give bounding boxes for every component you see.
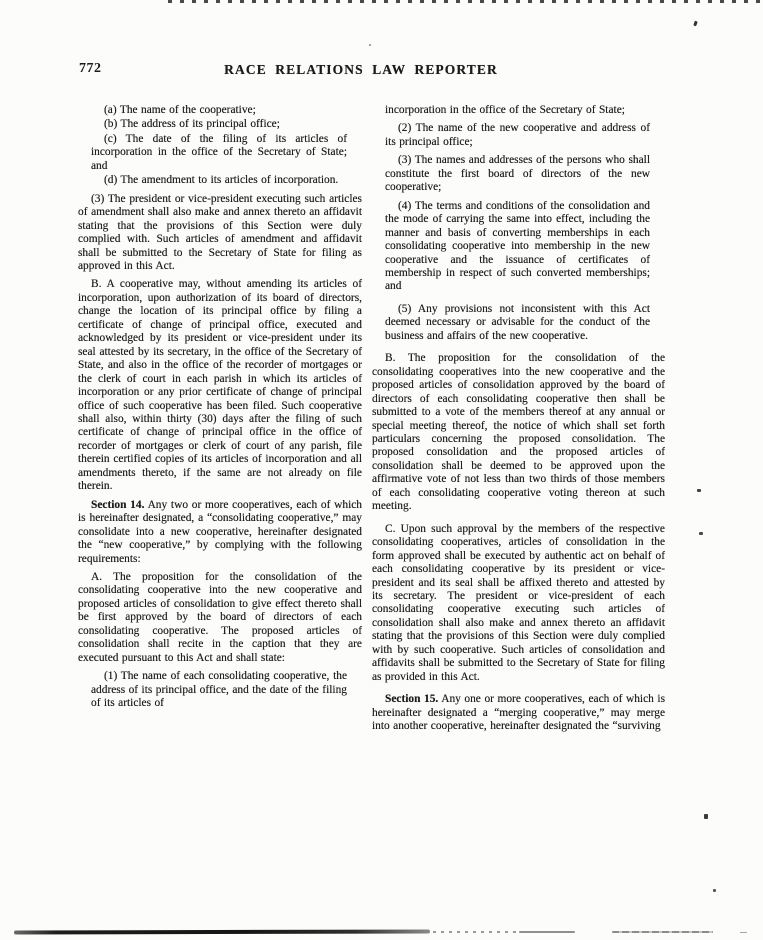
list-item-5: (5) Any provisions not inconsistent with this Act deemed necessary or advisable for the conduct of the business and affairs of the new cooperative. — [385, 302, 650, 342]
section-14-label: Section 14. — [91, 498, 145, 511]
paragraph-3: (3) The president or vice-president executing such articles of amendment shall also make and annex thereto an affidavit stating that the provisions of this Section were duly complied with. Such articles of amendment and affidavit shall be submitted to the Secretary of State for filing as approved in this Act. — [78, 192, 362, 272]
section-15-paragraph — [372, 693, 665, 733]
scan-artifact-speck — [697, 489, 701, 492]
scan-artifact-bottom-tick — [740, 932, 747, 933]
paragraph-c: C. Upon such approval by the members of the respective consolidating cooperatives, articles of consolidation in the form approved shall be executed by authentic act on behalf of each consolidating cooperative by its president or vice-president and its seal shall be affixed thereto and attested by its secretary. The president or vice-president of each consolidating cooperative executing such articles of consolidation shall also make and annex thereto an affidavit stating that the provisions of this Section were duly complied with by such cooperative. Such articles of consolidation and affidavits shall be submitted to the Secretary of State for filing as provided in this Act. — [372, 522, 665, 683]
scan-artifact-bottom-smudge — [14, 929, 430, 934]
scan-artifact-bottom-segment — [519, 931, 575, 933]
scan-artifact-bottom-segment — [612, 931, 713, 933]
page-number: 772 — [79, 61, 102, 76]
section-14-text: Any two or more cooperatives, each of which is hereinafter designated, a “consolidating cooperative,” may consolidate into a new cooperative, hereinafter designated the “new cooperative,” by complying with the following requirements: — [78, 498, 363, 565]
left-column — [78, 104, 362, 862]
scan-artifact-speck — [693, 21, 698, 27]
list-item-a: (a) The name of the cooperative; — [104, 104, 256, 116]
paragraph-b: B. A cooperative may, without amending its articles of incorporation, upon authorization of its board of directors, change the location of its principal office by filing a certificate of change of principal office, executed and acknowledged by its president or vice-president under its seal attested by its secretary, in the office of the Secretary of State, and also in the office of the recorder of mortgages or the clerk of court in each parish in which its articles of incorporation or any prior certificate of change of principal office of such cooperative has been filed. Such cooperative shall also, within thirty (30) days after the filing of such certificate of change of principal office in the office of recorder of mortgages or clerk of court of any parish, file therein certified copies of its articles of incorporation and all amendments thereto, if the same are not already on file therein. — [78, 278, 362, 493]
right-column — [372, 104, 665, 862]
list-item-1-continuation: incorporation in the office of the Secretary of State; — [385, 104, 625, 116]
paragraph-b-right: B. The proposition for the consolidation of the consolidating cooperatives into the new cooperative and the proposed articles of consolidation approved by the board of directors of each consolidating cooperative then shall be submitted to a vote of the members thereof at any annual or special meeting thereof, the notice of which shall set forth particulars concerning the proposed consolidation. The proposed consolidation and the proposed articles of consolidation shall be deemed to be approved upon the affirmative vote of not less than two thirds of those members of each consolidating cooperative voting thereon at such meeting. — [372, 352, 665, 513]
text-columns — [78, 104, 665, 862]
list-item-b: (b) The address of its principal office; — [104, 118, 280, 131]
list-item-2: (2) The name of the new cooperative and address of its principal office; — [385, 122, 650, 148]
section-14-paragraph — [78, 499, 362, 566]
running-title: RACE RELATIONS LAW REPORTER — [224, 62, 498, 77]
list-item-d: (d) The amendment to its articles of incorporation. — [104, 174, 339, 187]
page-header — [0, 61, 763, 81]
section-15-text: Any one or more cooperatives, each of which is hereinafter designated a “merging cooperative,” may merge into another cooperative, hereinafter designated the “surviving — [372, 693, 665, 733]
list-item-1: (1) The name of each consolidating cooperative, the address of its principal office, and the date of the filing of its articles of — [91, 670, 347, 710]
list-item-c: (c) The date of the filing of its articles of incorporation in the office of the Secretary of State; and — [91, 132, 347, 172]
scan-artifact-speck — [369, 44, 371, 46]
paragraph-a: A. The proposition for the consolidation of the consolidating cooperative into the new cooperative and proposed articles of consolidation to give effect thereto shall be first approved by the board of directors of each consolidating cooperative. The proposed articles of consolidation shall recite in the caption that they are executed pursuant to this Act and shall state: — [78, 570, 362, 664]
list-item-3: (3) The names and addresses of the persons who shall constitute the first board of directors of the new cooperative; — [385, 154, 650, 194]
scan-artifact-speck — [699, 532, 703, 535]
scan-artifact-bottom-dots — [433, 931, 519, 933]
scan-artifact-speck — [704, 814, 708, 819]
section-15-label: Section 15. — [385, 693, 439, 706]
scan-artifact-top-dashed-line — [168, 0, 763, 3]
list-item-4: (4) The terms and conditions of the consolidation and the mode of carrying the same into effect, including the manner and basis of converting memberships in each consolidating cooperative into membership in the new cooperative and the issuance of certificates of membership in respect of such converted memberships; and — [385, 199, 650, 293]
scan-artifact-speck — [713, 889, 716, 892]
